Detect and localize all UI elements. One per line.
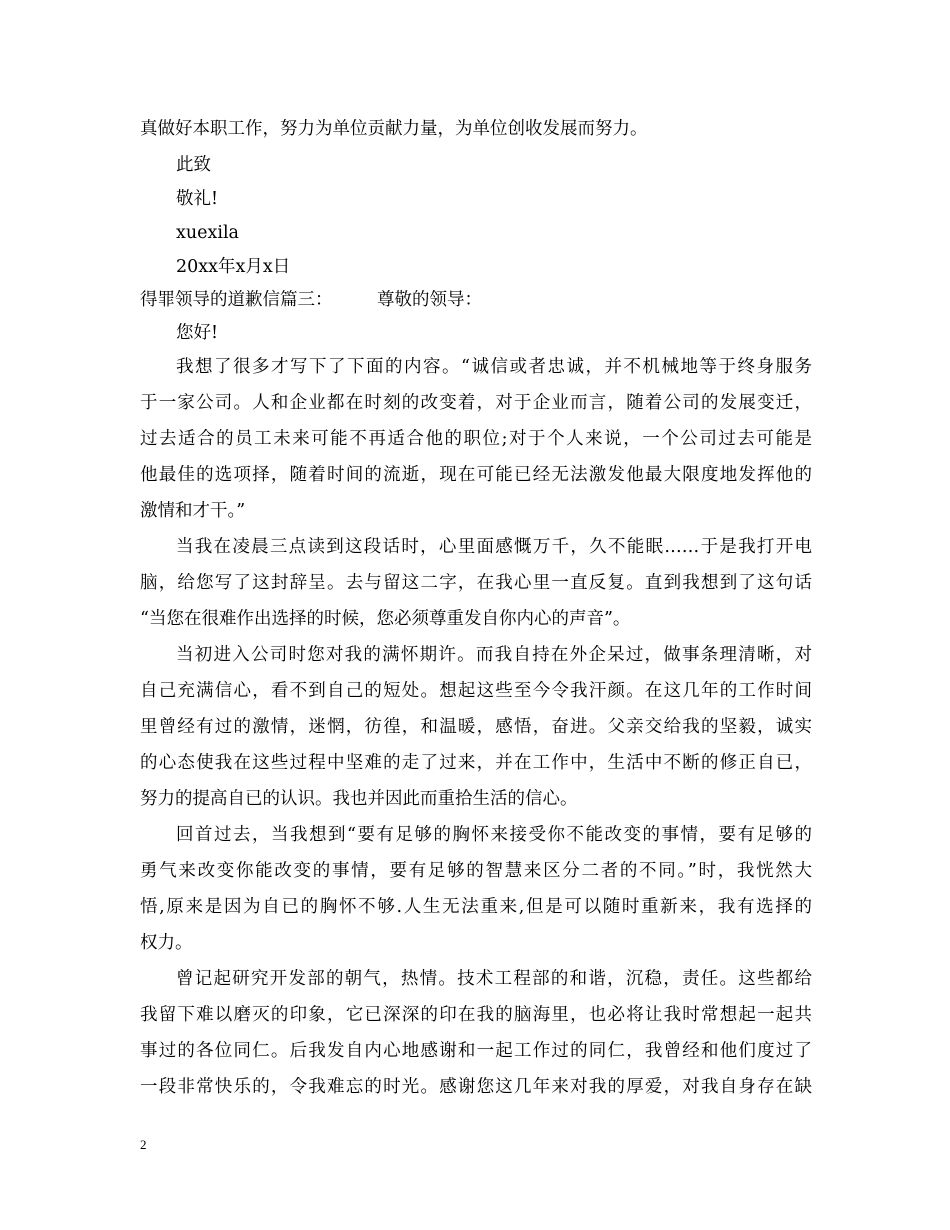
paragraph-line: 里曾经有过的激情，迷惘，彷徨，和温暖，感悟，奋进。父亲交给我的坚毅，诚实 <box>140 717 812 737</box>
paragraph-line: “当您在很难作出选择的时候，您必须尊重发自你内心的声音”。 <box>140 609 631 629</box>
paragraph-line: 我想了很多才写下了下面的内容。“诚信或者忠诚，并不机械地等于终身服务 <box>176 357 812 377</box>
paragraph-line: 我留下难以磨灭的印象，它已深深的印在我的脑海里，也必将让我时常想起一起共 <box>140 1005 812 1025</box>
paragraph-line: 事过的各位同仁。后我发自内心地感谢和一起工作过的同仁，我曾经和他们度过了 <box>140 1041 812 1061</box>
closing-line: 此致 <box>176 155 211 175</box>
greeting-line: 您好! <box>176 323 219 343</box>
section-heading: 得罪领导的道歉信篇三： 尊敬的领导： <box>140 290 483 310</box>
page-number: 2 <box>140 1137 147 1152</box>
paragraph-line: 回首过去，当我想到“要有足够的胸怀来接受你不能改变的事情，要有足够的 <box>176 825 812 845</box>
date-line: 20xx年x月x日 <box>176 257 291 277</box>
paragraph-line: 悟,原来是因为自已的胸怀不够.人生无法重来,但是可以随时重新来，我有选择的 <box>140 897 812 917</box>
paragraph-line: 自己充满信心，看不到自己的短处。想起这些至今令我汗颜。在这几年的工作时间 <box>140 681 812 701</box>
paragraph-line: 的心态使我在这些过程中坚难的走了过来，并在工作中，生活中不断的修正自已， <box>140 753 812 773</box>
signature-line: xuexila <box>176 223 239 243</box>
paragraph-line: 权力。 <box>140 933 193 953</box>
paragraph-line: 过去适合的员工未来可能不再适合他的职位;对于个人来说，一个公司过去可能是 <box>140 429 812 449</box>
paragraph-line: 一段非常快乐的，令我难忘的时光。感谢您这几年来对我的厚爱，对我自身存在缺 <box>140 1077 812 1097</box>
paragraph-line: 努力的提高自已的认识。我也并因此而重拾生活的信心。 <box>140 789 578 809</box>
paragraph-line: 脑，给您写了这封辞呈。去与留这二字，在我心里一直反复。直到我想到了这句话 <box>140 573 812 593</box>
paragraph-line: 当初进入公司时您对我的满怀期许。而我自持在外企呆过，做事条理清晰，对 <box>176 645 812 665</box>
paragraph-line: 于一家公司。人和企业都在时刻的改变着，对于企业而言，随着公司的发展变迁， <box>140 393 812 413</box>
paragraph-line: 激情和才干。” <box>140 501 246 521</box>
paragraph-line: 勇气来改变你能改变的事情，要有足够的智慧来区分二者的不同。”时，我恍然大 <box>140 861 812 881</box>
text-line: 真做好本职工作，努力为单位贡献力量，为单位创收发展而努力。 <box>140 119 648 139</box>
salutation-line: 敬礼! <box>176 189 219 209</box>
paragraph-line: 曾记起研究开发部的朝气，热情。技术工程部的和谐，沉稳，责任。这些都给 <box>176 969 812 989</box>
paragraph-line: 当我在凌晨三点读到这段话时，心里面感慨万千，久不能眠……于是我打开电 <box>176 537 812 557</box>
paragraph-line: 他最佳的选项择，随着时间的流逝，现在可能已经无法激发他最大限度地发挥他的 <box>140 465 812 485</box>
